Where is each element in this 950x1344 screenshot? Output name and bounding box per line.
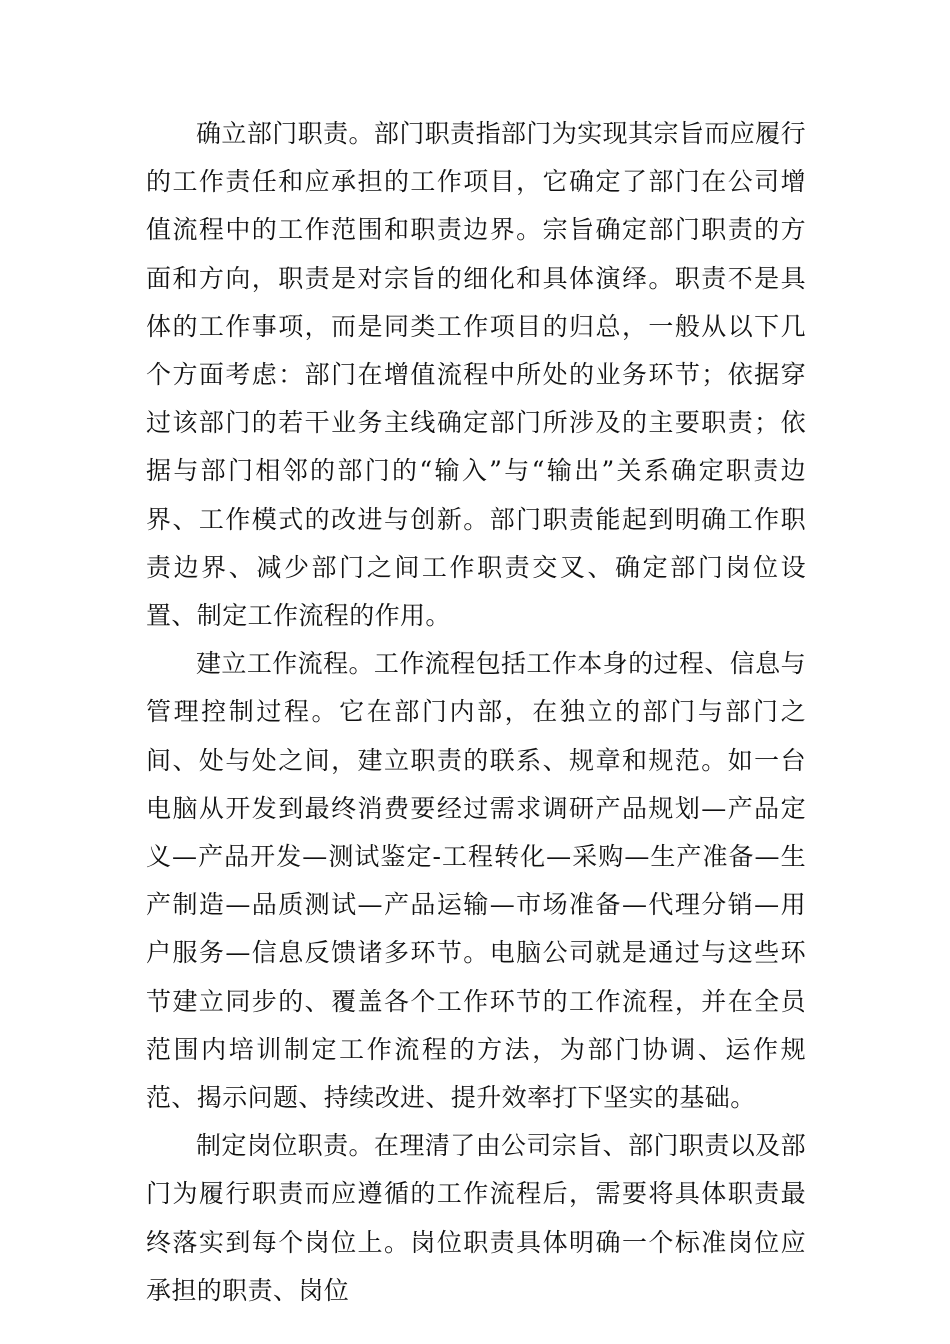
body-text — [146, 110, 806, 1315]
paragraph-department-duties: 确立部门职责。部门职责指部门为实现其宗旨而应履行的工作责任和应承担的工作项目，它确定了部门在公司增值流程中的工作范围和职责边界。宗旨确定部门职责的方面和方向，职责是对宗旨的细化和具体演绎。职责不是具体的工作事项，而是同类工作项目的归总，一般从以下几个方面考虑：部门在增值流程中所处的业务环节；依据穿过该部门的若干业务主线确定部门所涉及的主要职责；依据与部门相邻的部门的“输入”与“输出”关系确定职责边界、工作模式的改进与创新。部门职责能起到明确工作职责边界、减少部门之间工作职责交叉、确定部门岗位设置、制定工作流程的作用。 — [146, 119, 806, 631]
paragraph-work-process: 建立工作流程。工作流程包括工作本身的过程、信息与管理控制过程。它在部门内部，在独立的部门与部门之间、处与处之间，建立职责的联系、规章和规范。如一台电脑从开发到最终消费要经过需求调研产品规划—产品定义—产品开发—测试鉴定-工程转化—采购—生产准备—生产制造—品质测试—产品运输—市场准备—代理分销—用户服务—信息反馈诸多环节。电脑公司就是通过与这些环节建立同步的、覆盖各个工作环节的工作流程，并在全员范围内培训制定工作流程的方法，为部门协调、运作规范、揭示问题、持续改进、提升效率打下坚实的基础。 — [146, 649, 806, 1113]
paragraph-position-duties: 制定岗位职责。在理清了由公司宗旨、部门职责以及部门为履行职责而应遵循的工作流程后，需要将具体职责最终落实到每个岗位上。岗位职责具体明确一个标准岗位应承担的职责、岗位 — [146, 1131, 806, 1305]
